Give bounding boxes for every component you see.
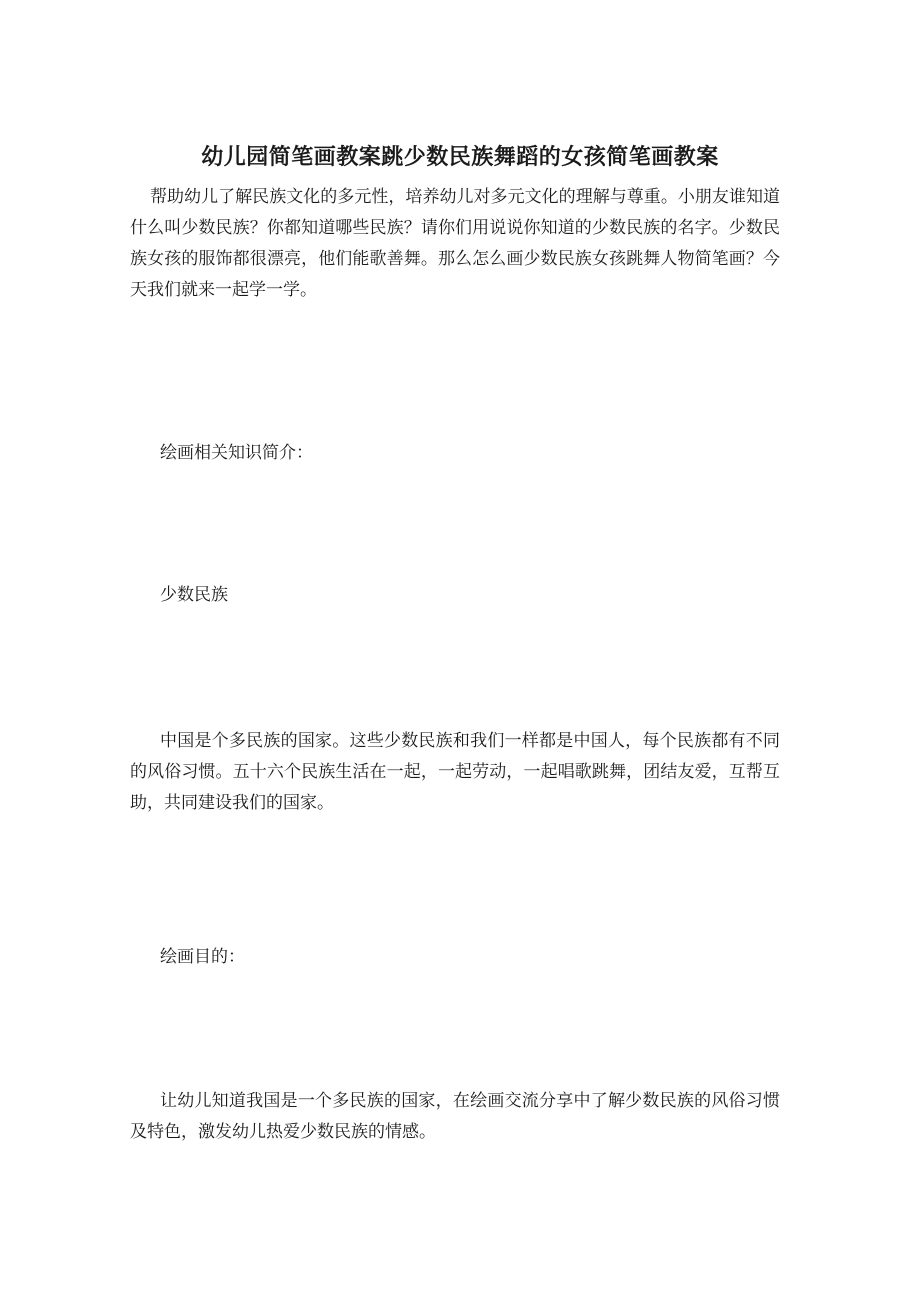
document-title: 幼儿园简笔画教案跳少数民族舞蹈的女孩简笔画教案 xyxy=(201,144,719,170)
minority-heading: 少数民族 xyxy=(160,585,228,605)
goal-heading: 绘画目的： xyxy=(160,947,245,967)
china-paragraph: 中国是个多民族的国家。这些少数民族和我们一样都是中国人，每个民族都有不同的风俗习惯。五十六个民族生活在一起，一起劳动，一起唱歌跳舞，团结友爱，互帮互助，共同建设我们的国家。 xyxy=(130,731,780,813)
goal-paragraph: 让幼儿知道我国是一个多民族的国家，在绘画交流分享中了解少数民族的风俗习惯及特色，激发幼儿热爱少数民族的情感。 xyxy=(130,1091,780,1142)
knowledge-heading: 绘画相关知识简介： xyxy=(160,443,313,463)
intro-paragraph: 帮助幼儿了解民族文化的多元性，培养幼儿对多元文化的理解与尊重。小朋友谁知道什么叫少数民族？你都知道哪些民族？请你们用说说你知道的少数民族的名字。少数民族女孩的服饰都很漂亮，他们能歌善舞。那么怎么画少数民族女孩跳舞人物简笔画？今天我们就来一起学一学。 xyxy=(130,187,780,300)
